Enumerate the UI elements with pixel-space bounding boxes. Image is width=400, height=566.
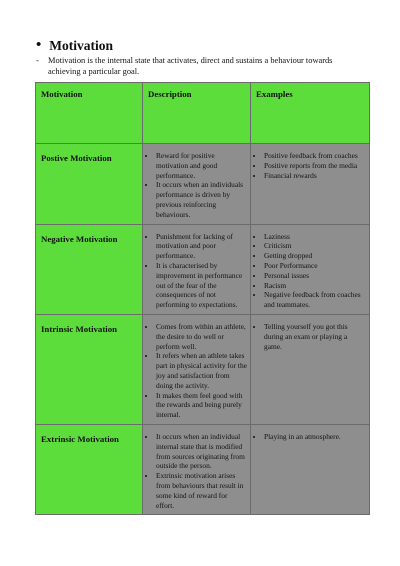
description-item: • Reward for positive motivation and good performance. (156, 151, 247, 180)
row-name-cell: Intrinsic Motivation (36, 314, 143, 424)
header-motivation: Motivation (36, 83, 143, 144)
row-name-cell: Postive Motivation (36, 144, 143, 225)
description-cell (143, 424, 251, 514)
row-name-cell: Negative Motivation (36, 224, 143, 314)
example-item: • Financial rewards (264, 171, 366, 181)
description-item: • It refers when an athlete takes part in physical activity for the joy and satisfaction from doing the activity. (156, 351, 247, 390)
examples-cell (251, 224, 370, 314)
description-item: • Punishment for lacking of motivation and poor performance. (156, 232, 247, 261)
header-examples: Examples (251, 83, 370, 144)
example-item: • Telling yourself you got this during an exam or playing a game. (264, 322, 366, 351)
description-item: • Extrinsic motivation arises from behaviours that result in some kind of reward for effort. (156, 471, 247, 510)
example-item: • Poor Performance (264, 261, 366, 271)
examples-cell (251, 314, 370, 424)
description-cell (143, 144, 251, 225)
dash-icon: - (36, 56, 39, 65)
description-item: • It is characterised by improvement in performance out of the fear of the consequences of not performing to expectations. (156, 261, 247, 310)
example-item: • Personal issues (264, 271, 366, 281)
table-row (36, 144, 370, 225)
examples-cell (251, 424, 370, 514)
description-item: • It occurs when an individual internal state that is modified from sources originating from outside the person. (156, 432, 247, 471)
heading-text: Motivation (49, 37, 114, 53)
example-item: • Playing in an atmosphere. (264, 432, 366, 442)
description-item: • Comes from within an athlete, the desire to do well or perform well. (156, 322, 247, 351)
description-item: • It makes them feel good with the rewards and being purely internal. (156, 391, 247, 420)
example-item: • Criticism (264, 241, 366, 251)
row-name-cell: Extrinsic Motivation (36, 424, 143, 514)
definition-text: Motivation is the internal state that activates, direct and sustains a behaviour towards achieving a particular goal. (48, 56, 333, 76)
example-item: • Racism (264, 281, 366, 291)
definition (36, 55, 366, 77)
example-item: • Positive reports from the media (264, 161, 366, 171)
page-heading (36, 37, 113, 54)
table-row (36, 424, 370, 514)
table-header-row (36, 83, 370, 144)
example-item: • Getting dropped (264, 251, 366, 261)
description-item: • It occurs when an individuals performance is driven by previous reinforcing behaviours. (156, 180, 247, 219)
description-cell (143, 314, 251, 424)
example-item: • Negative feedback from coaches and teammates. (264, 290, 366, 310)
example-item: • Laziness (264, 232, 366, 242)
example-item: • Positive feedback from coaches (264, 151, 366, 161)
motivation-table (35, 82, 370, 515)
header-description: Description (143, 83, 251, 144)
table-row (36, 224, 370, 314)
examples-cell (251, 144, 370, 225)
description-cell (143, 224, 251, 314)
table-row (36, 314, 370, 424)
bullet-icon: • (36, 37, 42, 53)
